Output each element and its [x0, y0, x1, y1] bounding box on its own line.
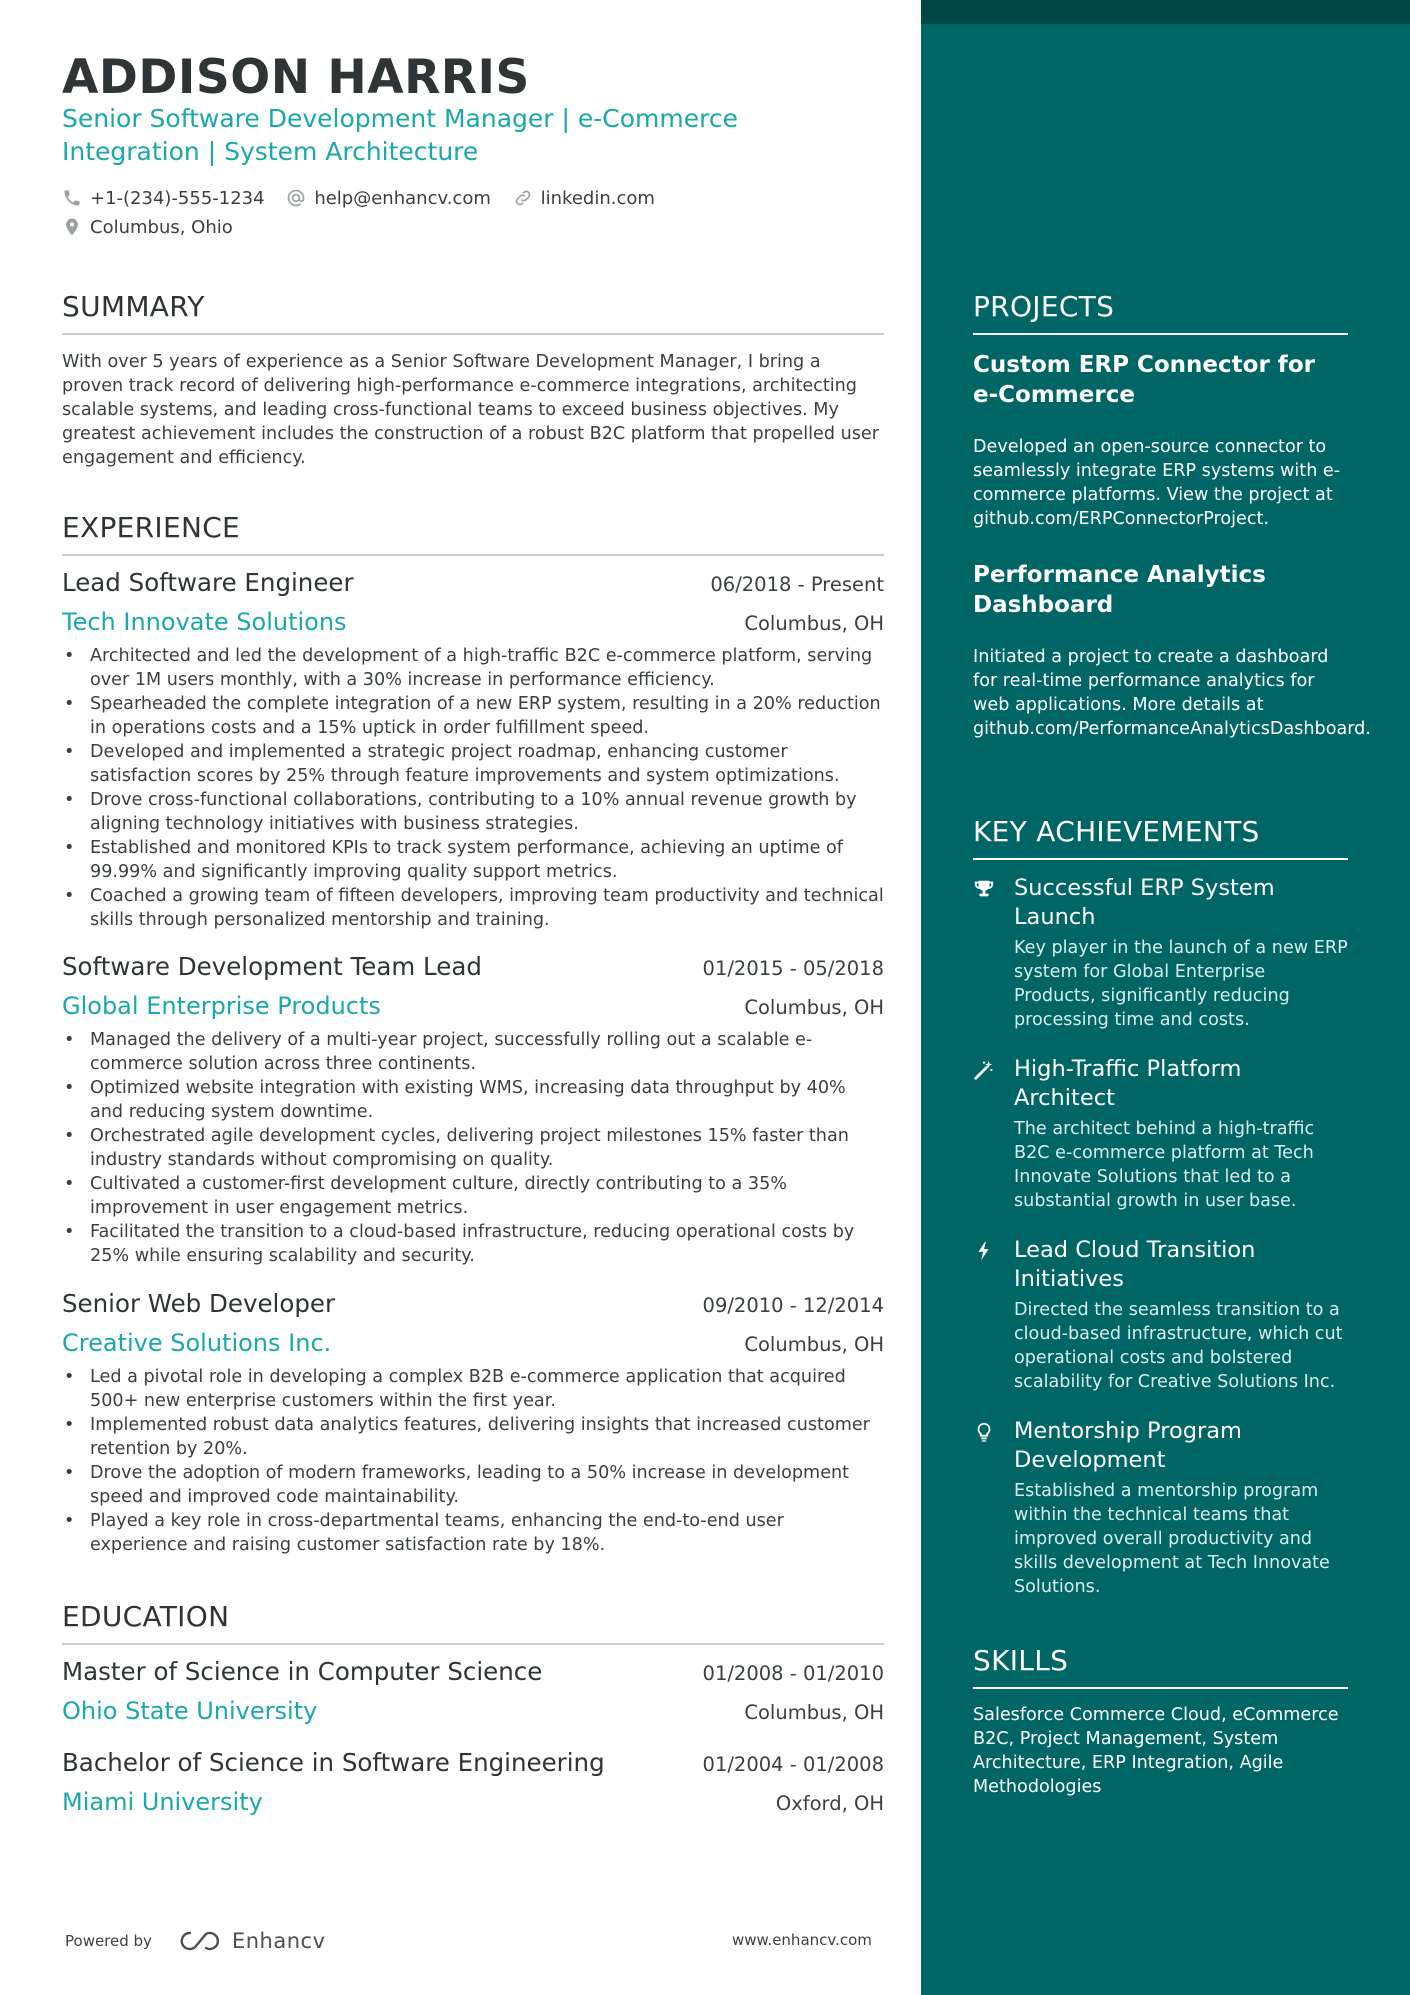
link-icon	[513, 188, 533, 208]
job-bullets	[62, 644, 884, 932]
job-bullet: • Facilitated the transition to a cloud-based infrastructure, reducing operational costs by 25% while ensuring scalability and security.	[62, 1220, 884, 1268]
magic-wand-icon	[973, 1059, 995, 1081]
project-description: Initiated a project to create a dashboard for real-time performance analytics for web applications. More details at github.com/PerformanceAnalyticsDashboard.	[973, 647, 1371, 739]
job-bullet: • Cultivated a customer-first development culture, directly contributing to a 35% improvement in user engagement metrics.	[62, 1172, 884, 1220]
summary-text: With over 5 years of experience as a Senior Software Development Manager, I bring a proven track record of delivering high-performance e-commerce integrations, architecting scalable systems, and leading cross-functional teams to exceed business objectives. My greatest achievement includes the construction of a robust B2C platform that propelled user engagement and efficiency.	[62, 352, 879, 468]
achievement-description: Established a mentorship program within the technical teams that improved overall productivity and skills development at Tech Innovate Solutions.	[1014, 1481, 1330, 1597]
summary-heading: SUMMARY	[62, 290, 884, 335]
job-bullets	[62, 1365, 884, 1557]
footer-website[interactable]: www.enhancv.com	[732, 1931, 872, 1949]
footer-powered-by	[65, 1929, 326, 1953]
job-role: Senior Web Developer	[62, 1289, 336, 1318]
education-dates: 01/2008 - 01/2010	[702, 1662, 884, 1685]
achievement-description: The architect behind a high-traffic B2C e-commerce platform at Tech Innovate Solutions that led to a substantial growth in user base.	[1014, 1119, 1315, 1211]
contact-phone[interactable]	[62, 184, 265, 212]
job-dates: 09/2010 - 12/2014	[702, 1294, 884, 1317]
job-bullet: • Established and monitored KPIs to track system performance, achieving an uptime of 99.99% and significantly improving quality support metrics.	[62, 836, 884, 884]
sidebar	[921, 0, 1410, 1995]
project-title: Custom ERP Connector for e-Commerce	[973, 352, 1315, 408]
project-title: Performance Analytics Dashboard	[973, 562, 1266, 618]
education-heading: EDUCATION	[62, 1600, 884, 1645]
achievement-item	[973, 1236, 1348, 1394]
job-bullet: • Developed and implemented a strategic project roadmap, enhancing customer satisfaction scores by 25% through feature improvements and system optimizations.	[62, 740, 884, 788]
job-role: Software Development Team Lead	[62, 952, 482, 981]
skills-heading: SKILLS	[973, 1644, 1348, 1689]
degree-name: Master of Science in Computer Science	[62, 1657, 543, 1686]
achievement-item	[973, 874, 1348, 1032]
job-company: Creative Solutions Inc.	[62, 1329, 332, 1357]
job-bullet: • Led a pivotal role in developing a complex B2B e-commerce application that acquired 500+ new enterprise customers within the first year.	[62, 1365, 884, 1413]
experience-heading: EXPERIENCE	[62, 511, 884, 556]
education-item	[62, 1657, 884, 1731]
job-bullet: • Coached a growing team of fifteen developers, improving team productivity and technical skills through personalized mentorship and training.	[62, 884, 884, 932]
project-description: Developed an open-source connector to seamlessly integrate ERP systems with e-commerce platforms. View the project at github.com/ERPConnectorProject.	[973, 437, 1341, 529]
powered-by-label: Powered by	[65, 1932, 152, 1950]
job-location: Columbus, OH	[744, 612, 884, 635]
job-bullet: • Optimized website integration with existing WMS, increasing data throughput by 40% and reducing system downtime.	[62, 1076, 884, 1124]
job-bullet: • Played a key role in cross-departmental teams, enhancing the end-to-end user experience and raising customer satisfaction rate by 18%.	[62, 1509, 884, 1557]
lightning-icon	[973, 1240, 995, 1262]
candidate-title: Senior Software Development Manager | e-Commerce Integration | System Architecture	[62, 104, 738, 166]
phone-text: +1-(234)-555-1234	[90, 187, 265, 209]
job-bullet: • Orchestrated agile development cycles, delivering project milestones 15% faster than industry standards without compromising on quality.	[62, 1124, 884, 1172]
experience-item	[62, 952, 884, 1268]
job-bullets	[62, 1028, 884, 1268]
achievement-item	[973, 1417, 1348, 1599]
phone-icon	[62, 188, 82, 208]
education-item	[62, 1748, 884, 1822]
job-bullet: • Architected and led the development of a high-traffic B2C e-commerce platform, serving over 1M users monthly, with a 30% increase in performance efficiency.	[62, 644, 884, 692]
job-bullet: • Implemented robust data analytics features, delivering insights that increased customer retention by 20%.	[62, 1413, 884, 1461]
contact-email[interactable]	[286, 184, 491, 212]
job-company: Global Enterprise Products	[62, 992, 381, 1020]
school-location: Columbus, OH	[744, 1701, 884, 1724]
education-dates: 01/2004 - 01/2008	[702, 1753, 884, 1776]
achievement-item	[973, 1055, 1348, 1213]
at-icon	[286, 188, 306, 208]
lightbulb-icon	[973, 1421, 995, 1443]
skills-list: Salesforce Commerce Cloud, eCommerce B2C, Project Management, System Architecture, ERP Integration, Agile Methodologies	[973, 1705, 1339, 1797]
job-location: Columbus, OH	[744, 1333, 884, 1356]
projects-heading: PROJECTS	[973, 290, 1348, 335]
achievement-title: Lead Cloud Transition Initiatives	[1014, 1237, 1256, 1292]
achievement-title: High-Traffic Platform Architect	[1014, 1056, 1242, 1111]
linkedin-text: linkedin.com	[540, 187, 655, 209]
enhancv-logo-icon	[178, 1929, 224, 1953]
achievement-title: Mentorship Program Development	[1014, 1418, 1242, 1473]
job-dates: 06/2018 - Present	[710, 573, 884, 596]
candidate-name: ADDISON HARRIS	[62, 50, 530, 105]
job-bullet: • Spearheaded the complete integration of a new ERP system, resulting in a 20% reduction in operations costs and a 15% uptick in order fulfillment speed.	[62, 692, 884, 740]
brand-name: Enhancv	[231, 1929, 326, 1953]
achievement-description: Key player in the launch of a new ERP system for Global Enterprise Products, significantly reducing processing time and costs.	[1014, 938, 1348, 1030]
email-text: help@enhancv.com	[314, 187, 491, 209]
achievement-description: Directed the seamless transition to a cloud-based infrastructure, which cut operational costs and bolstered scalability for Creative Solutions Inc.	[1014, 1300, 1343, 1392]
sidebar-top-band	[921, 0, 1410, 24]
contact-linkedin[interactable]	[513, 184, 655, 212]
experience-item	[62, 568, 884, 932]
school-name: Miami University	[62, 1788, 263, 1816]
school-name: Ohio State University	[62, 1697, 318, 1725]
achievements-heading: KEY ACHIEVEMENTS	[973, 815, 1348, 860]
job-bullet: • Drove the adoption of modern frameworks, leading to a 50% increase in development speed and improved code maintainability.	[62, 1461, 884, 1509]
job-location: Columbus, OH	[744, 996, 884, 1019]
job-bullet: • Drove cross-functional collaborations, contributing to a 10% annual revenue growth by aligning technology initiatives with business strategies.	[62, 788, 884, 836]
achievement-title: Successful ERP System Launch	[1014, 875, 1275, 930]
job-bullet: • Managed the delivery of a multi-year project, successfully rolling out a scalable e-commerce solution across three continents.	[62, 1028, 884, 1076]
contact-info	[62, 184, 862, 242]
degree-name: Bachelor of Science in Software Engineering	[62, 1748, 605, 1777]
school-location: Oxford, OH	[775, 1792, 884, 1815]
experience-item	[62, 1289, 884, 1557]
job-company: Tech Innovate Solutions	[62, 608, 347, 636]
contact-location	[62, 213, 233, 241]
location-text: Columbus, Ohio	[90, 216, 233, 238]
location-pin-icon	[62, 217, 82, 237]
job-role: Lead Software Engineer	[62, 568, 354, 597]
job-dates: 01/2015 - 05/2018	[702, 957, 884, 980]
trophy-icon	[973, 878, 995, 900]
